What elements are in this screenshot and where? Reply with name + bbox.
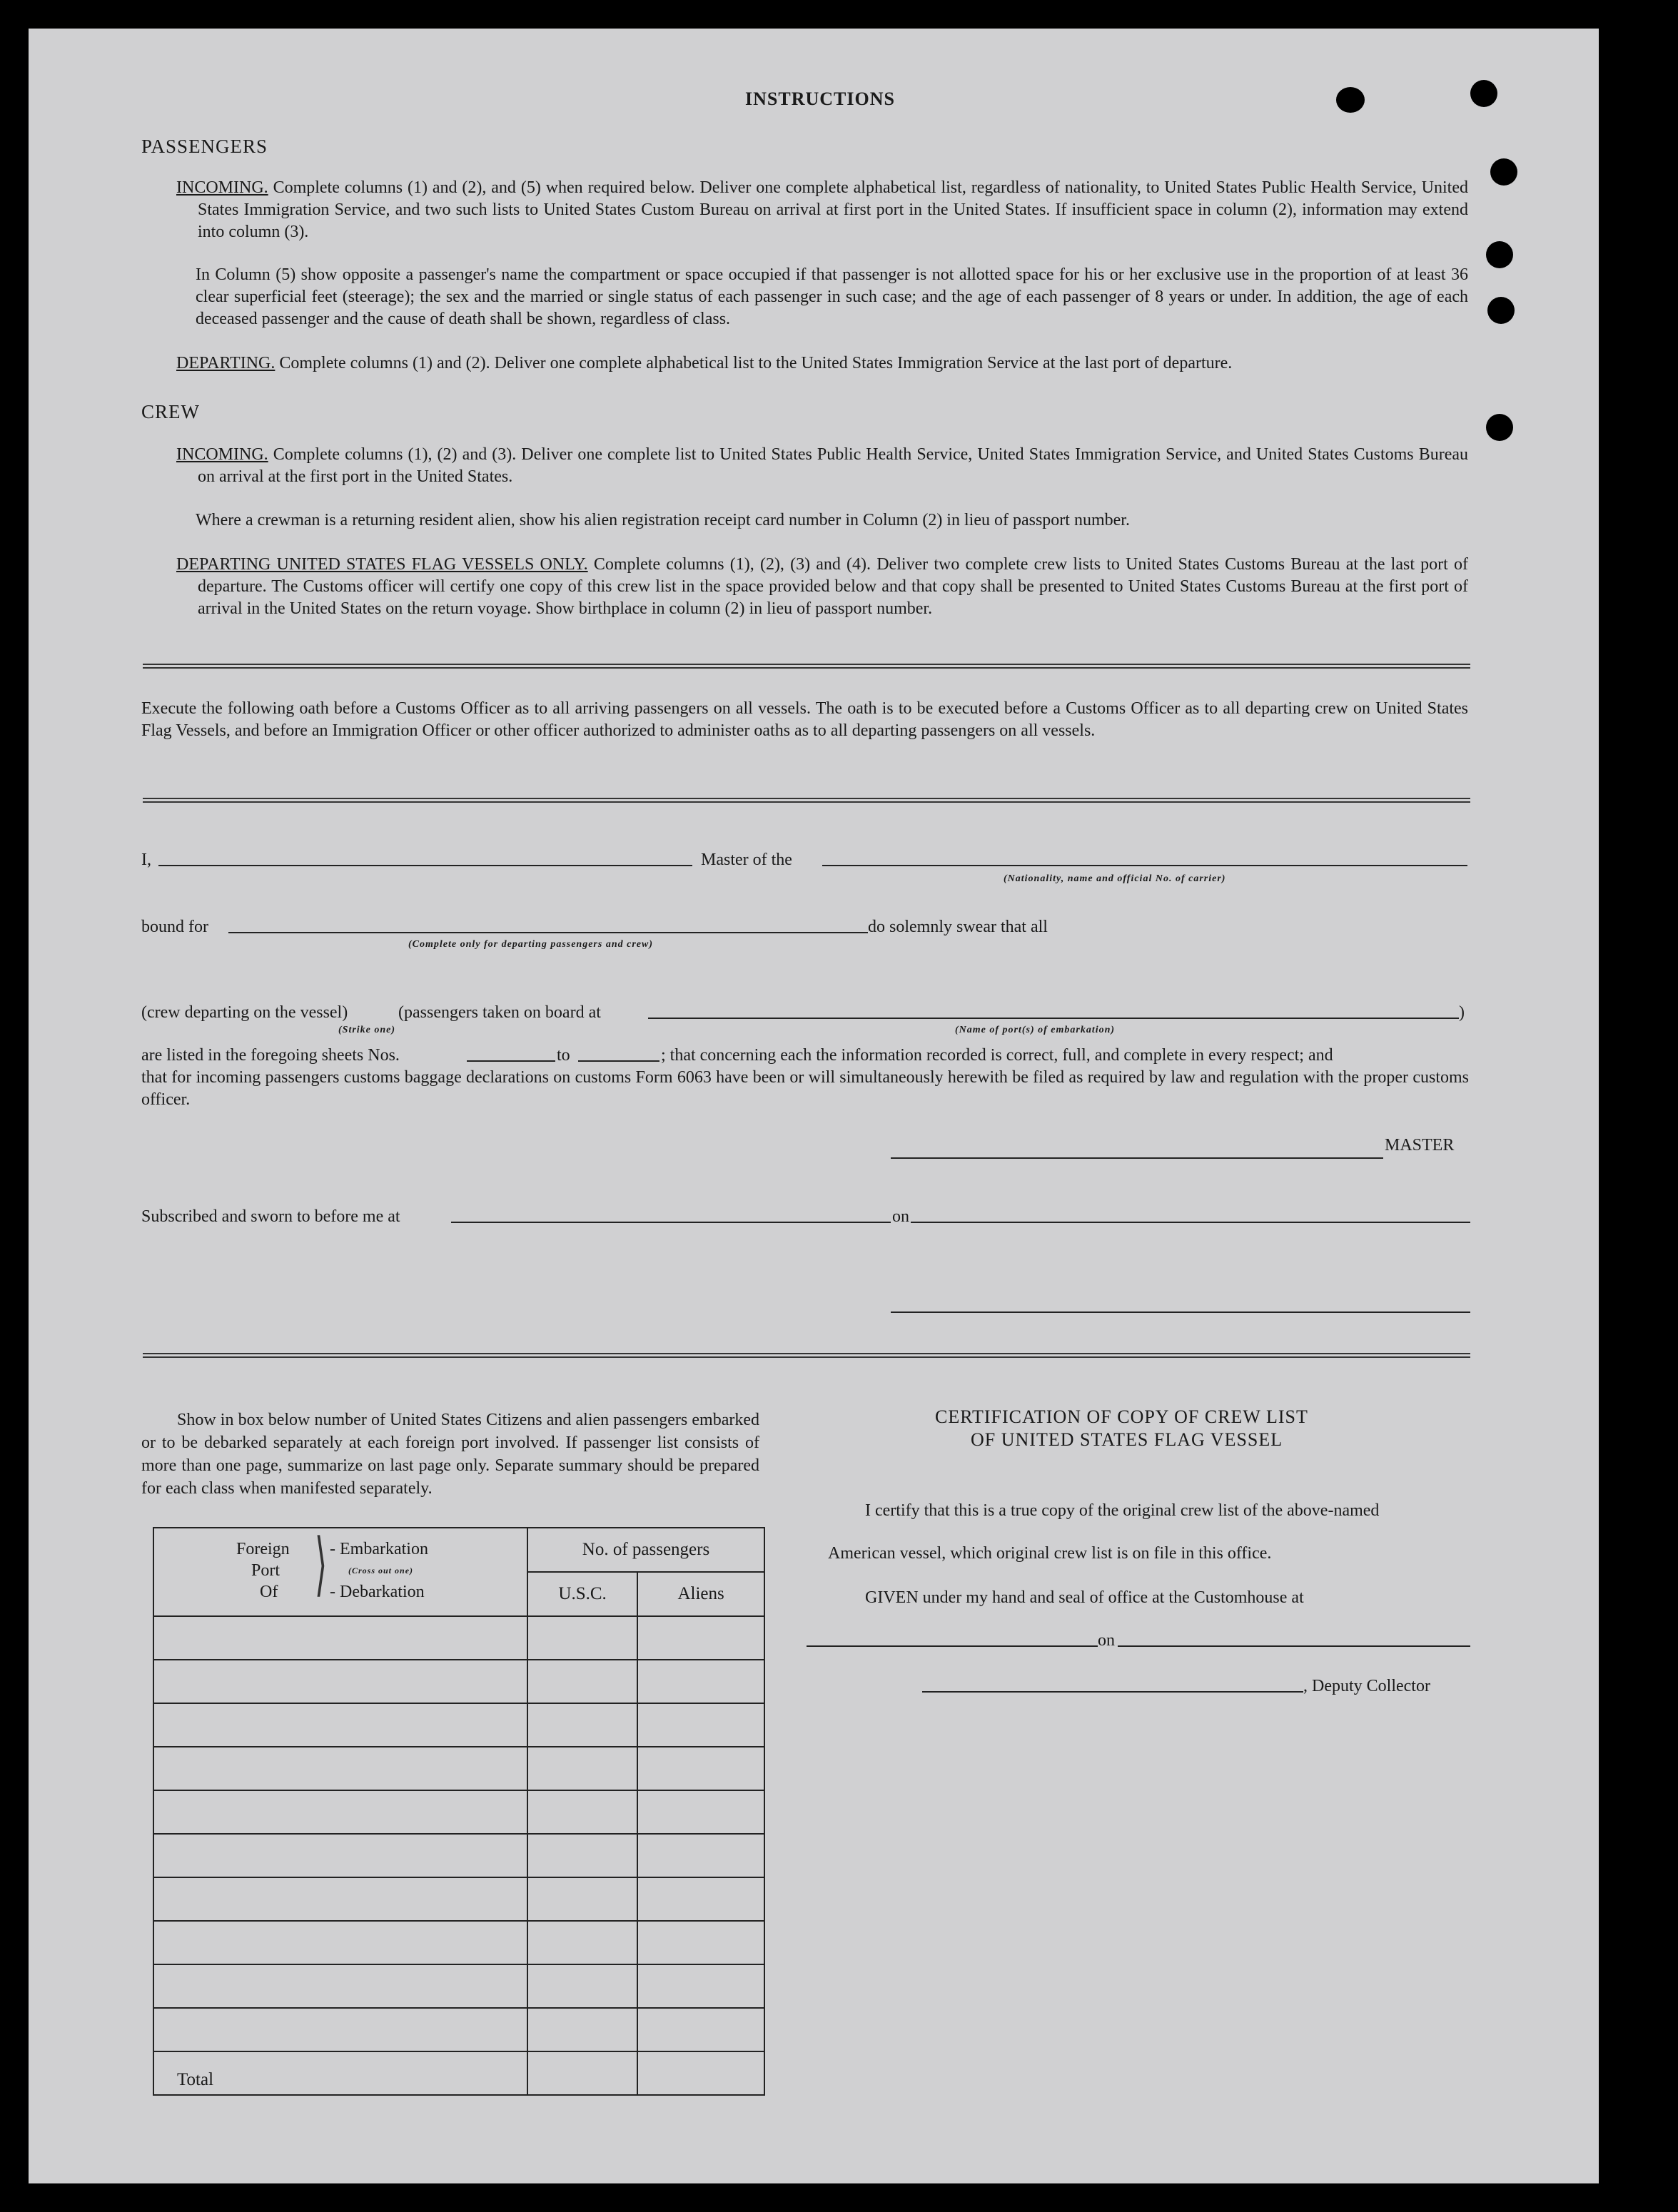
subscribed-label: Subscribed and sworn to before me at [141,1207,400,1226]
close-paren: ) [1459,1003,1465,1022]
oath-instructions: Execute the following oath before a Customs Officer as to all arriving passengers on all vessels. The oath is to be executed before a Customs Officer as to all departing crew on United States Flag Vessels, and before an Immigration Officer or other officer authorized to administer oaths as to all departing passengers on all vessels. [141,699,1468,740]
usc-cell[interactable] [527,1921,637,1964]
port-cell[interactable] [153,1877,527,1921]
bound-for-field[interactable] [228,932,868,933]
total-row [153,2051,764,2095]
cert-on-label: on [1098,1631,1115,1650]
aliens-cell[interactable] [637,1660,764,1703]
aliens-cell[interactable] [637,1877,764,1921]
port-cell[interactable] [153,1616,527,1660]
aliens-cell[interactable] [637,1964,764,2008]
no-passengers-label: No. of passengers [582,1540,710,1559]
port-label: Port [251,1561,280,1580]
total-label: Total [177,2070,214,2089]
crew-departing-paragraph [176,554,1468,620]
table-row [153,1834,764,1877]
total-cell [153,2051,527,2095]
port-cell[interactable] [153,1790,527,1834]
passengers-departing-label: DEPARTING. [176,354,276,372]
passengers-taken-option: (passengers taken on board at [398,1003,601,1022]
usc-cell[interactable] [527,1877,637,1921]
cert-date-field[interactable] [1118,1645,1470,1647]
binder-hole [1336,87,1365,113]
deputy-collector-label: , Deputy Collector [1303,1677,1430,1695]
sheet-to-field[interactable] [578,1060,659,1062]
passengers-heading: PASSENGERS [141,136,268,157]
strike-one-caption: (Strike one) [338,1025,396,1035]
port-cell[interactable] [153,1747,527,1790]
section-divider [143,664,1470,669]
oath-i-label: I, [141,851,151,869]
table-row [153,1616,764,1660]
passengers-incoming-label: INCOMING. [176,178,268,197]
customhouse-field[interactable] [807,1645,1098,1647]
port-cell[interactable] [153,1921,527,1964]
port-cell[interactable] [153,1834,527,1877]
sworn-on-label: on [892,1207,909,1226]
usc-cell[interactable] [527,1747,637,1790]
deputy-signature-field[interactable] [922,1691,1303,1693]
table-header-row [153,1528,764,1572]
table-row [153,1964,764,2008]
usc-cell[interactable] [527,1616,637,1660]
cross-out-caption: (Cross out one) [348,1566,414,1576]
column5-paragraph: In Column (5) show opposite a passenger's name the compartment or space occupied if that passenger is not allotted space for his or her exclusive use in the proportion of at least 36 clear superficial feet (steerage); the sex and the married or single status of each passenger in such case; and the age of each passenger of 8 years or under. In addition, the age of each deceased passenger and the cause of death shall be shown, regardless of class. [196,265,1468,328]
binder-hole [1490,158,1517,186]
master-name-field[interactable] [158,865,692,866]
aliens-cell[interactable] [637,1616,764,1660]
ports-caption: (Name of port(s) of embarkation) [955,1025,1116,1035]
passenger-summary-table [153,1524,765,2096]
departing-caption: (Complete only for departing passengers and crew) [408,939,653,950]
crew-departing-option: (crew departing on the vessel) [141,1003,348,1022]
officer-signature-field[interactable] [891,1312,1470,1313]
carrier-caption: (Nationality, name and official No. of carrier) [1004,873,1226,884]
no-passengers-header [527,1528,764,1572]
port-cell[interactable] [153,2008,527,2051]
binder-hole [1486,414,1513,441]
bound-for-label: bound for [141,918,208,936]
section-divider [143,1353,1470,1358]
usc-cell[interactable] [527,1703,637,1747]
crew-heading: CREW [141,401,200,422]
sworn-date-field[interactable] [911,1222,1470,1223]
certify-line2: American vessel, which original crew list is on file in this office. [828,1544,1272,1563]
usc-cell[interactable] [527,1964,637,2008]
embarkation-label: - Embarkation [330,1540,428,1558]
aliens-total-cell[interactable] [637,2051,764,2095]
aliens-cell[interactable] [637,1921,764,1964]
passengers-departing-text: Complete columns (1) and (2). Deliver one complete alphabetical list to the United States Immigration Service at the last port of departure. [279,354,1233,372]
binder-hole [1486,241,1513,268]
carrier-field[interactable] [822,865,1467,866]
aliens-cell[interactable] [637,1747,764,1790]
table-row [153,1660,764,1703]
section-divider [143,798,1470,803]
table-row [153,1703,764,1747]
port-cell[interactable] [153,1964,527,2008]
sheets-suffix: ; that concerning each the information recorded is correct, full, and complete in every respect; and [661,1046,1333,1065]
master-signature-field[interactable] [891,1157,1383,1159]
oath-continuation: that for incoming passengers customs baggage declarations on customs Form 6063 have been or will simultaneously herewith be filed as required by law and regulation with the proper customs officer. [141,1068,1469,1109]
aliens-cell[interactable] [637,2008,764,2051]
solemnly-swear-text: do solemnly swear that all [868,918,1048,936]
usc-total-cell[interactable] [527,2051,637,2095]
aliens-cell[interactable] [637,1703,764,1747]
usc-label: U.S.C. [558,1584,607,1603]
passengers-incoming-paragraph [176,177,1468,243]
debarkation-label: - Debarkation [330,1583,425,1601]
foreign-port-header [153,1524,527,1616]
usc-cell[interactable] [527,2008,637,2051]
crew-departing-text: Complete columns (1), (2), (3) and (4). Deliver two complete crew lists to United States Customs Bureau at the last port of departure. The Customs officer will certify one copy of this crew list in the space provided below and that copy shall be presented to United States Customs Bureau at the first port of arrival in the United States on the return voyage. Show birthplace in column (2) in lieu of passport number. [198,555,1468,618]
passengers-departing-paragraph [176,352,1468,375]
of-label: Of [260,1583,278,1601]
usc-cell[interactable] [527,1790,637,1834]
brace-icon: ⟩ [315,1524,328,1605]
table-row [153,1790,764,1834]
certification-title-line2: OF UNITED STATES FLAG VESSEL [971,1429,1283,1450]
usc-cell[interactable] [527,1834,637,1877]
binder-hole [1487,297,1515,324]
table-row [153,2008,764,2051]
table-row [153,1747,764,1790]
given-line: GIVEN under my hand and seal of office at the Customhouse at [865,1588,1304,1607]
foreign-label: Foreign [236,1540,290,1558]
crew-incoming-label: INCOMING. [176,445,268,464]
aliens-label: Aliens [677,1584,724,1603]
crewman-paragraph: Where a crewman is a returning resident alien, show his alien registration receipt card number in Column (2) in lieu of passport number. [196,511,1130,529]
usc-cell[interactable] [527,1660,637,1703]
port-cell[interactable] [153,1660,527,1703]
embarkation-port-field[interactable] [648,1018,1459,1019]
binder-hole [1470,80,1497,107]
aliens-cell[interactable] [637,1790,764,1834]
crew-departing-label: DEPARTING UNITED STATES FLAG VESSELS ONLY. [176,555,588,574]
sheet-from-field[interactable] [467,1060,555,1062]
certification-title-line1: CERTIFICATION OF COPY OF CREW LIST [935,1406,1308,1427]
aliens-cell[interactable] [637,1834,764,1877]
table-row [153,1877,764,1921]
crew-incoming-text: Complete columns (1), (2) and (3). Deliver one complete list to United States Public Health Service, United States Immigration Service, and United States Customs Bureau on arrival at the first port in the United States. [198,445,1469,486]
certify-line1: I certify that this is a true copy of the original crew list of the above-named [865,1501,1380,1520]
sheets-prefix: are listed in the foregoing sheets Nos. [141,1046,400,1065]
table-row [153,1921,764,1964]
summary-instructions: Show in box below number of United States Citizens and alien passengers embarked or to be debarked separately at each foreign port involved. If passenger list consists of more than one page, summarize on last page only. Separate summary should be prepared for each class when manifested separately. [141,1411,759,1498]
usc-header [527,1572,637,1616]
aliens-header [637,1572,764,1616]
page-title: INSTRUCTIONS [745,88,895,109]
crew-incoming-paragraph [176,444,1469,488]
master-label: MASTER [1385,1136,1455,1155]
sheets-to-label: to [557,1046,570,1065]
port-cell[interactable] [153,1703,527,1747]
sworn-place-field[interactable] [451,1222,891,1223]
passengers-incoming-text: Complete columns (1) and (2), and (5) when required below. Deliver one complete alphabetical list, regardless of nationality, to United States Public Health Service, United States Immigration Service, and two such lists to United States Custom Bureau on arrival at first port in the United States. If insufficient space in column (2), information may extend into column (3). [198,178,1468,241]
master-of-the-label: Master of the [701,851,792,869]
